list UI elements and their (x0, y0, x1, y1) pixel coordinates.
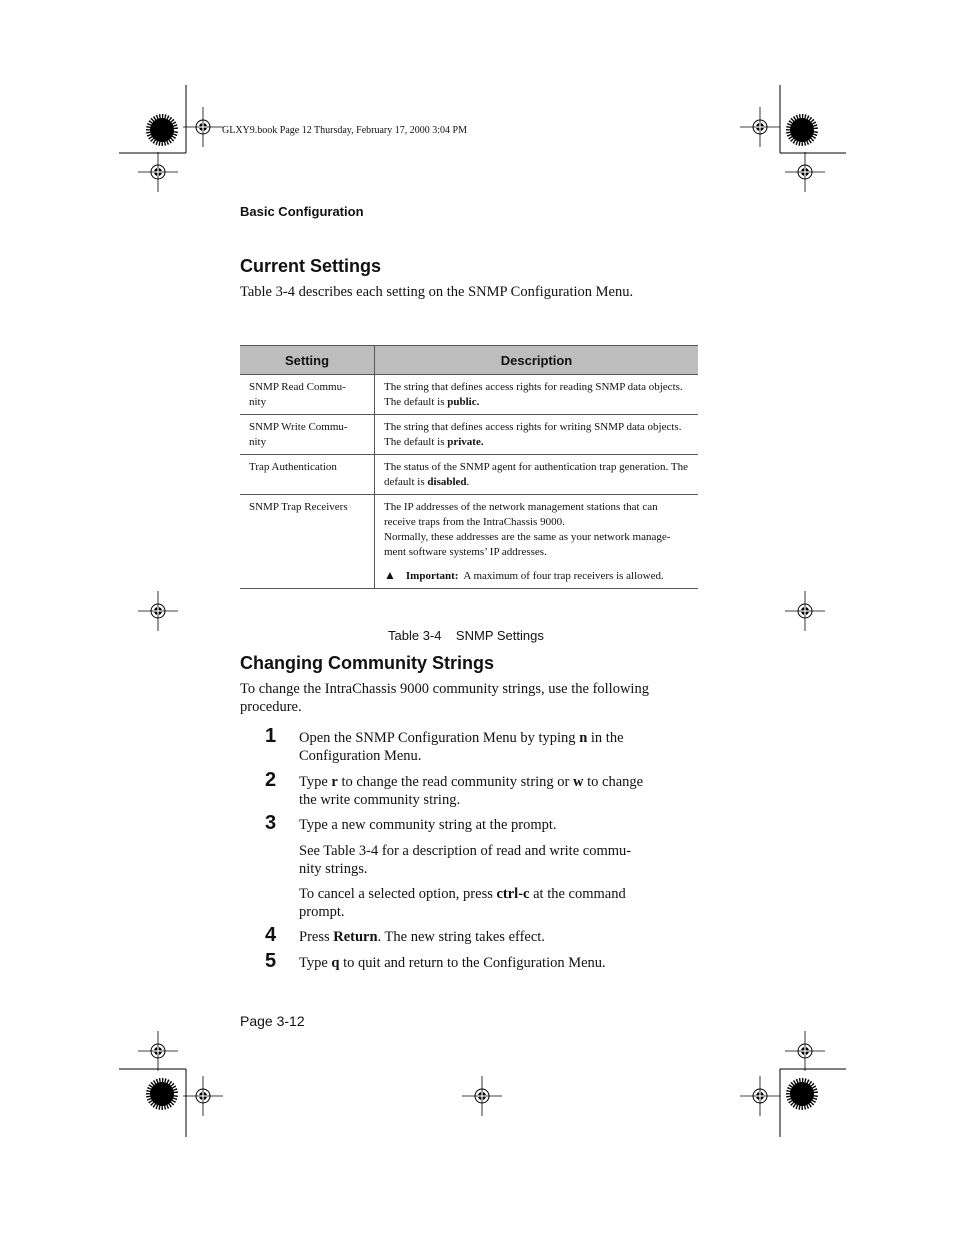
registration-mark-icon (740, 1076, 780, 1116)
table-caption: Table 3-4 SNMP Settings (388, 628, 544, 643)
registration-mark-icon (785, 152, 825, 192)
starburst-target-icon (786, 114, 818, 146)
step-text: Type a new community string at the prompt. (299, 817, 557, 833)
step-number: 5 (265, 950, 277, 972)
step-text: Open the SNMP Configuration Menu by typing n in the Configuration Menu. (299, 730, 624, 764)
starburst-target-icon (146, 1078, 178, 1110)
column-header-setting: Setting (240, 346, 375, 375)
registration-mark-icon (462, 1076, 502, 1116)
table-row (240, 415, 698, 455)
section-heading-changing-community-strings: Changing Community Strings (240, 653, 494, 673)
setting-cell: SNMP Trap Receivers (240, 495, 375, 589)
description-cell: The string that defines access rights for reading SNMP data objects. The default is public. (375, 375, 699, 415)
step-text: Type q to quit and return to the Configuration Menu. (299, 955, 606, 971)
snmp-settings-table (240, 345, 698, 589)
registration-mark-icon (183, 107, 223, 147)
column-header-description: Description (375, 346, 699, 375)
important-note: ▲ Important: A maximum of four trap receivers is allowed. (384, 568, 664, 582)
registration-mark-icon (138, 591, 178, 631)
step-text: Type r to change the read community string or w to change the write community string. (299, 774, 644, 808)
registration-mark-icon (138, 1031, 178, 1071)
section-heading-current-settings: Current Settings (240, 256, 382, 276)
step-detail-text: See Table 3-4 for a description of read and write commu-nity strings. (299, 843, 632, 877)
warning-triangle-icon: ▲ (384, 568, 396, 582)
step-number: 3 (265, 812, 277, 834)
starburst-target-icon (786, 1078, 818, 1110)
table-header-row (240, 346, 698, 375)
intro-paragraph: Table 3-4 describes each setting on the SNMP Configuration Menu. (240, 284, 634, 300)
setting-cell: Trap Authentication (240, 455, 375, 495)
setting-cell: SNMP Write Commu- nity (240, 415, 375, 455)
registration-mark-icon (785, 1031, 825, 1071)
description-cell: The IP addresses of the network management stations that can receive traps from the IntraChassis 9000. Normally, these addresses are the same as your network manage-ment software systems’ IP addresses. ▲ Important: A maximum of four trap receivers is allowed. (375, 495, 699, 589)
registration-mark-icon (785, 591, 825, 631)
running-head: Basic Configuration (240, 204, 364, 219)
step-number: 2 (265, 769, 277, 791)
step-text: Press Return. The new string takes effect. (299, 929, 545, 945)
table-row (240, 375, 698, 415)
step-number: 1 (265, 725, 277, 747)
description-cell: The string that defines access rights for writing SNMP data objects. The default is private. (375, 415, 699, 455)
registration-mark-icon (740, 107, 780, 147)
table-row (240, 495, 698, 589)
setting-cell: SNMP Read Commu- nity (240, 375, 375, 415)
page-number: Page 3-12 (240, 1013, 305, 1029)
starburst-target-icon (146, 114, 178, 146)
registration-mark-icon (183, 1076, 223, 1116)
registration-mark-icon (138, 152, 178, 192)
table-row (240, 455, 698, 495)
description-cell: The status of the SNMP agent for authentication trap generation. The default is disabled. (375, 455, 699, 495)
slug-line: GLXY9.book Page 12 Thursday, February 17, 2000 3:04 PM (222, 125, 467, 136)
step-number: 4 (265, 924, 277, 946)
procedure-intro: To change the IntraChassis 9000 community strings, use the following procedure. (240, 681, 649, 715)
step-detail-text: To cancel a selected option, press ctrl-c at the command prompt. (299, 886, 626, 920)
